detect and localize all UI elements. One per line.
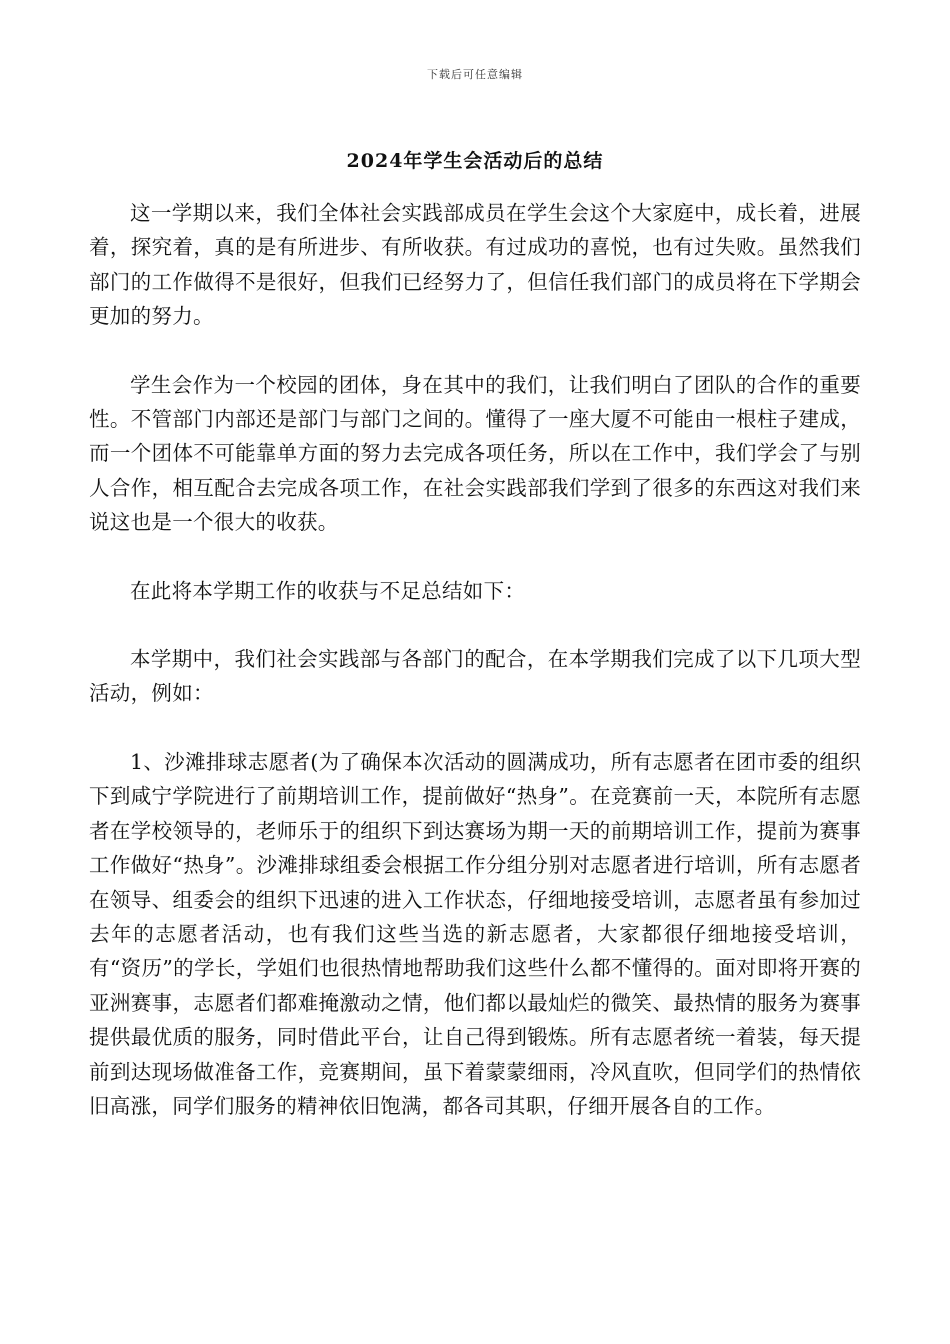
document-title: 2024年学生会活动后的总结 [346,150,604,172]
page-header-note: 下载后可任意编辑 [427,68,523,81]
paragraph-teamwork: 学生会作为一个校园的团体，身在其中的我们，让我们明白了团队的合作的重要性。不管部门内部还是部门与部门之间的。懂得了一座大厦不可能由一根柱子建成，而一个团体不可能靠单方面的努力去完成各项任务，所以在工作中，我们学会了与别人合作，相互配合去完成各项工作，在社会实践部我们学到了很多的东西这对我们来说这也是一个很大的收获。 [89,372,861,535]
document-body [89,196,861,1123]
paragraph-activities-lead: 本学期中，我们社会实践部与各部门的配合，在本学期我们完成了以下几项大型活动，例如： [89,647,861,706]
paragraph-beach-volleyball: 1、沙滩排球志愿者(为了确保本次活动的圆满成功，所有志愿者在团市委的组织下到咸宁学院进行了前期培训工作，提前做好“热身”。在竞赛前一天，本院所有志愿者在学校领导的，老师乐于的组织下到达赛场为期一天的前期培训工作，提前为赛事工作做好“热身”。沙滩排球组委会根据工作分组分别对志愿者进行培训，所有志愿者在领导、组委会的组织下迅速的进入工作状态，仔细地接受培训，志愿者虽有参加过去年的志愿者活动，也有我们这些当选的新志愿者，大家都很仔细地接受培训，有“资历”的学长，学姐们也很热情地帮助我们这些什么都不懂得的。面对即将开赛的亚洲赛事，志愿者们都难掩激动之情，他们都以最灿烂的微笑、最热情的服务为赛事提供最优质的服务，同时借此平台，让自己得到锻炼。所有志愿者统一着装，每天提前到达现场做准备工作，竞赛期间，虽下着蒙蒙细雨，冷风直吹，但同学们的热情依旧高涨，同学们服务的精神依旧饱满，都各司其职，仔细开展各自的工作。 [89,749,861,1118]
paragraph-summary-lead: 在此将本学期工作的收获与不足总结如下： [130,578,526,603]
paragraph-intro: 这一学期以来，我们全体社会实践部成员在学生会这个大家庭中，成长着，进展着，探究着，真的是有所进步、有所收获。有过成功的喜悦，也有过失败。虽然我们部门的工作做得不是很好，但我们已经努力了，但信任我们部门的成员将在下学期会更加的努力。 [89,201,861,329]
